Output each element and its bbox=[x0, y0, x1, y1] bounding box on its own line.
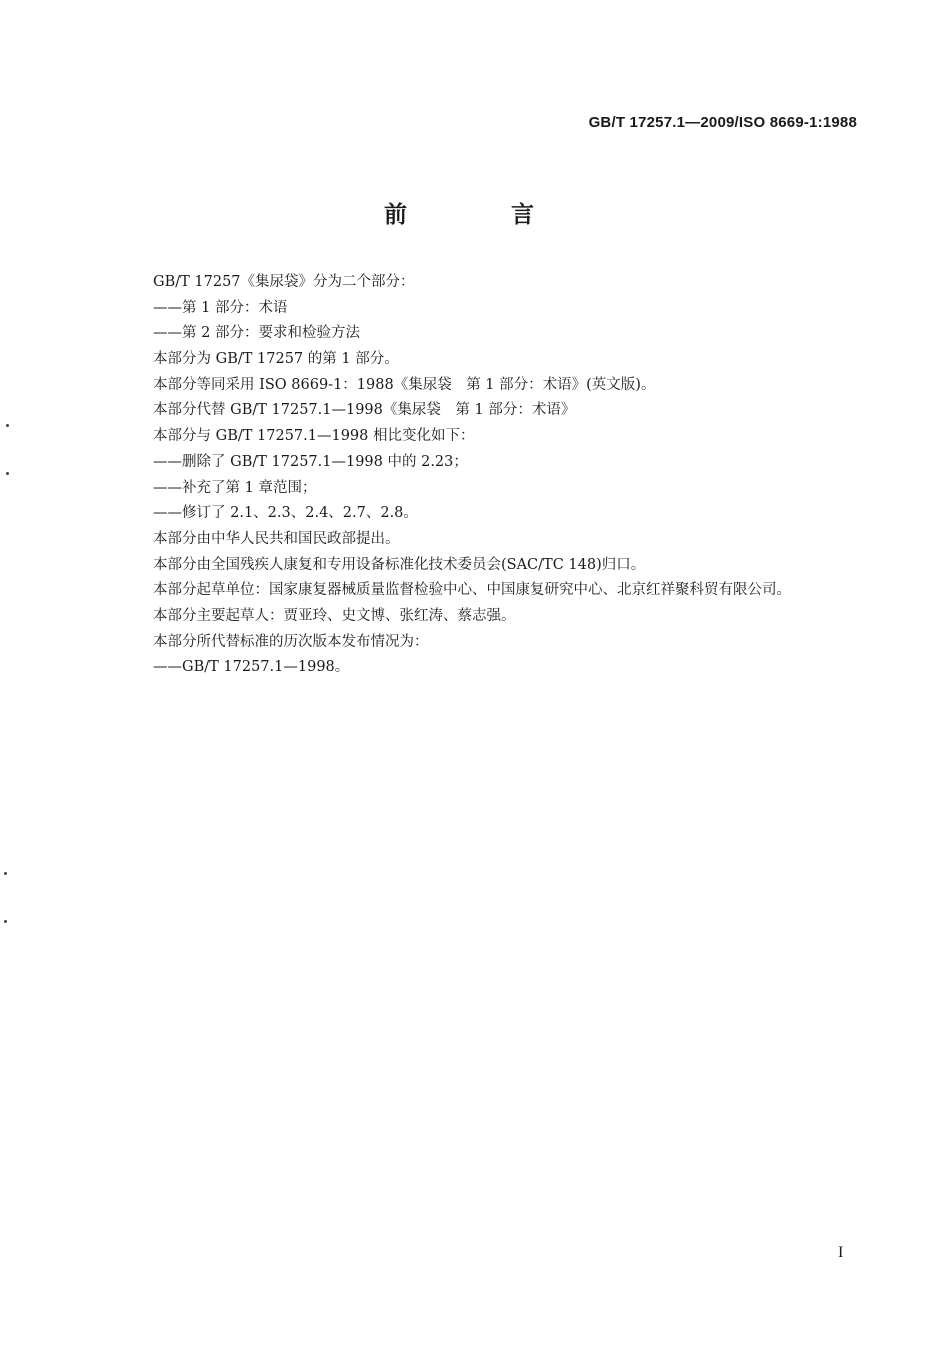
paragraph-line: ——删除了 GB/T 17257.1—1998 中的 2.23； bbox=[153, 453, 468, 470]
page-title: 前 言 bbox=[383, 202, 582, 228]
paragraph-line: 本部分与 GB/T 17257.1—1998 相比变化如下： bbox=[153, 428, 475, 445]
page-number: I bbox=[838, 1244, 844, 1261]
paragraph-line: ——补充了第 1 章范围； bbox=[153, 479, 317, 496]
foreword-body bbox=[153, 270, 873, 681]
paragraph-line: 本部分代替 GB/T 17257.1—1998《集尿袋 第 1 部分：术语》 bbox=[153, 402, 576, 419]
paragraph-line: 本部分等同采用 ISO 8669-1：1988《集尿袋 第 1 部分：术语》(英文版)。 bbox=[153, 376, 656, 393]
paragraph-line: GB/T 17257《集尿袋》分为二个部分： bbox=[153, 274, 415, 290]
paragraph-line: 本部分由中华人民共和国民政部提出。 bbox=[153, 530, 400, 547]
paragraph-line: ——第 1 部分：术语 bbox=[153, 299, 288, 316]
paragraph-line: 本部分起草单位：国家康复器械质量监督检验中心、中国康复研究中心、北京红祥聚科贸有限公司。 bbox=[153, 582, 791, 599]
scan-speck bbox=[4, 872, 7, 875]
paragraph-line: ——修订了 2.1、2.3、2.4、2.7、2.8。 bbox=[153, 505, 418, 522]
paragraph-line: 本部分所代替标准的历次版本发布情况为： bbox=[153, 633, 429, 650]
scan-speck bbox=[4, 920, 7, 923]
paragraph-line: ——第 2 部分：要求和检验方法 bbox=[153, 325, 360, 342]
paragraph-line: 本部分为 GB/T 17257 的第 1 部分。 bbox=[153, 351, 399, 368]
scan-speck bbox=[6, 424, 9, 427]
paragraph-line: 本部分主要起草人：贾亚玲、史文博、张红涛、蔡志强。 bbox=[153, 607, 516, 624]
standard-code-header: GB/T 17257.1—2009/ISO 8669-1:1988 bbox=[588, 114, 857, 131]
paragraph-line: 本部分由全国残疾人康复和专用设备标准化技术委员会(SAC/TC 148)归口。 bbox=[153, 556, 646, 573]
scan-speck bbox=[6, 472, 9, 475]
paragraph-line: ——GB/T 17257.1—1998。 bbox=[153, 659, 350, 676]
